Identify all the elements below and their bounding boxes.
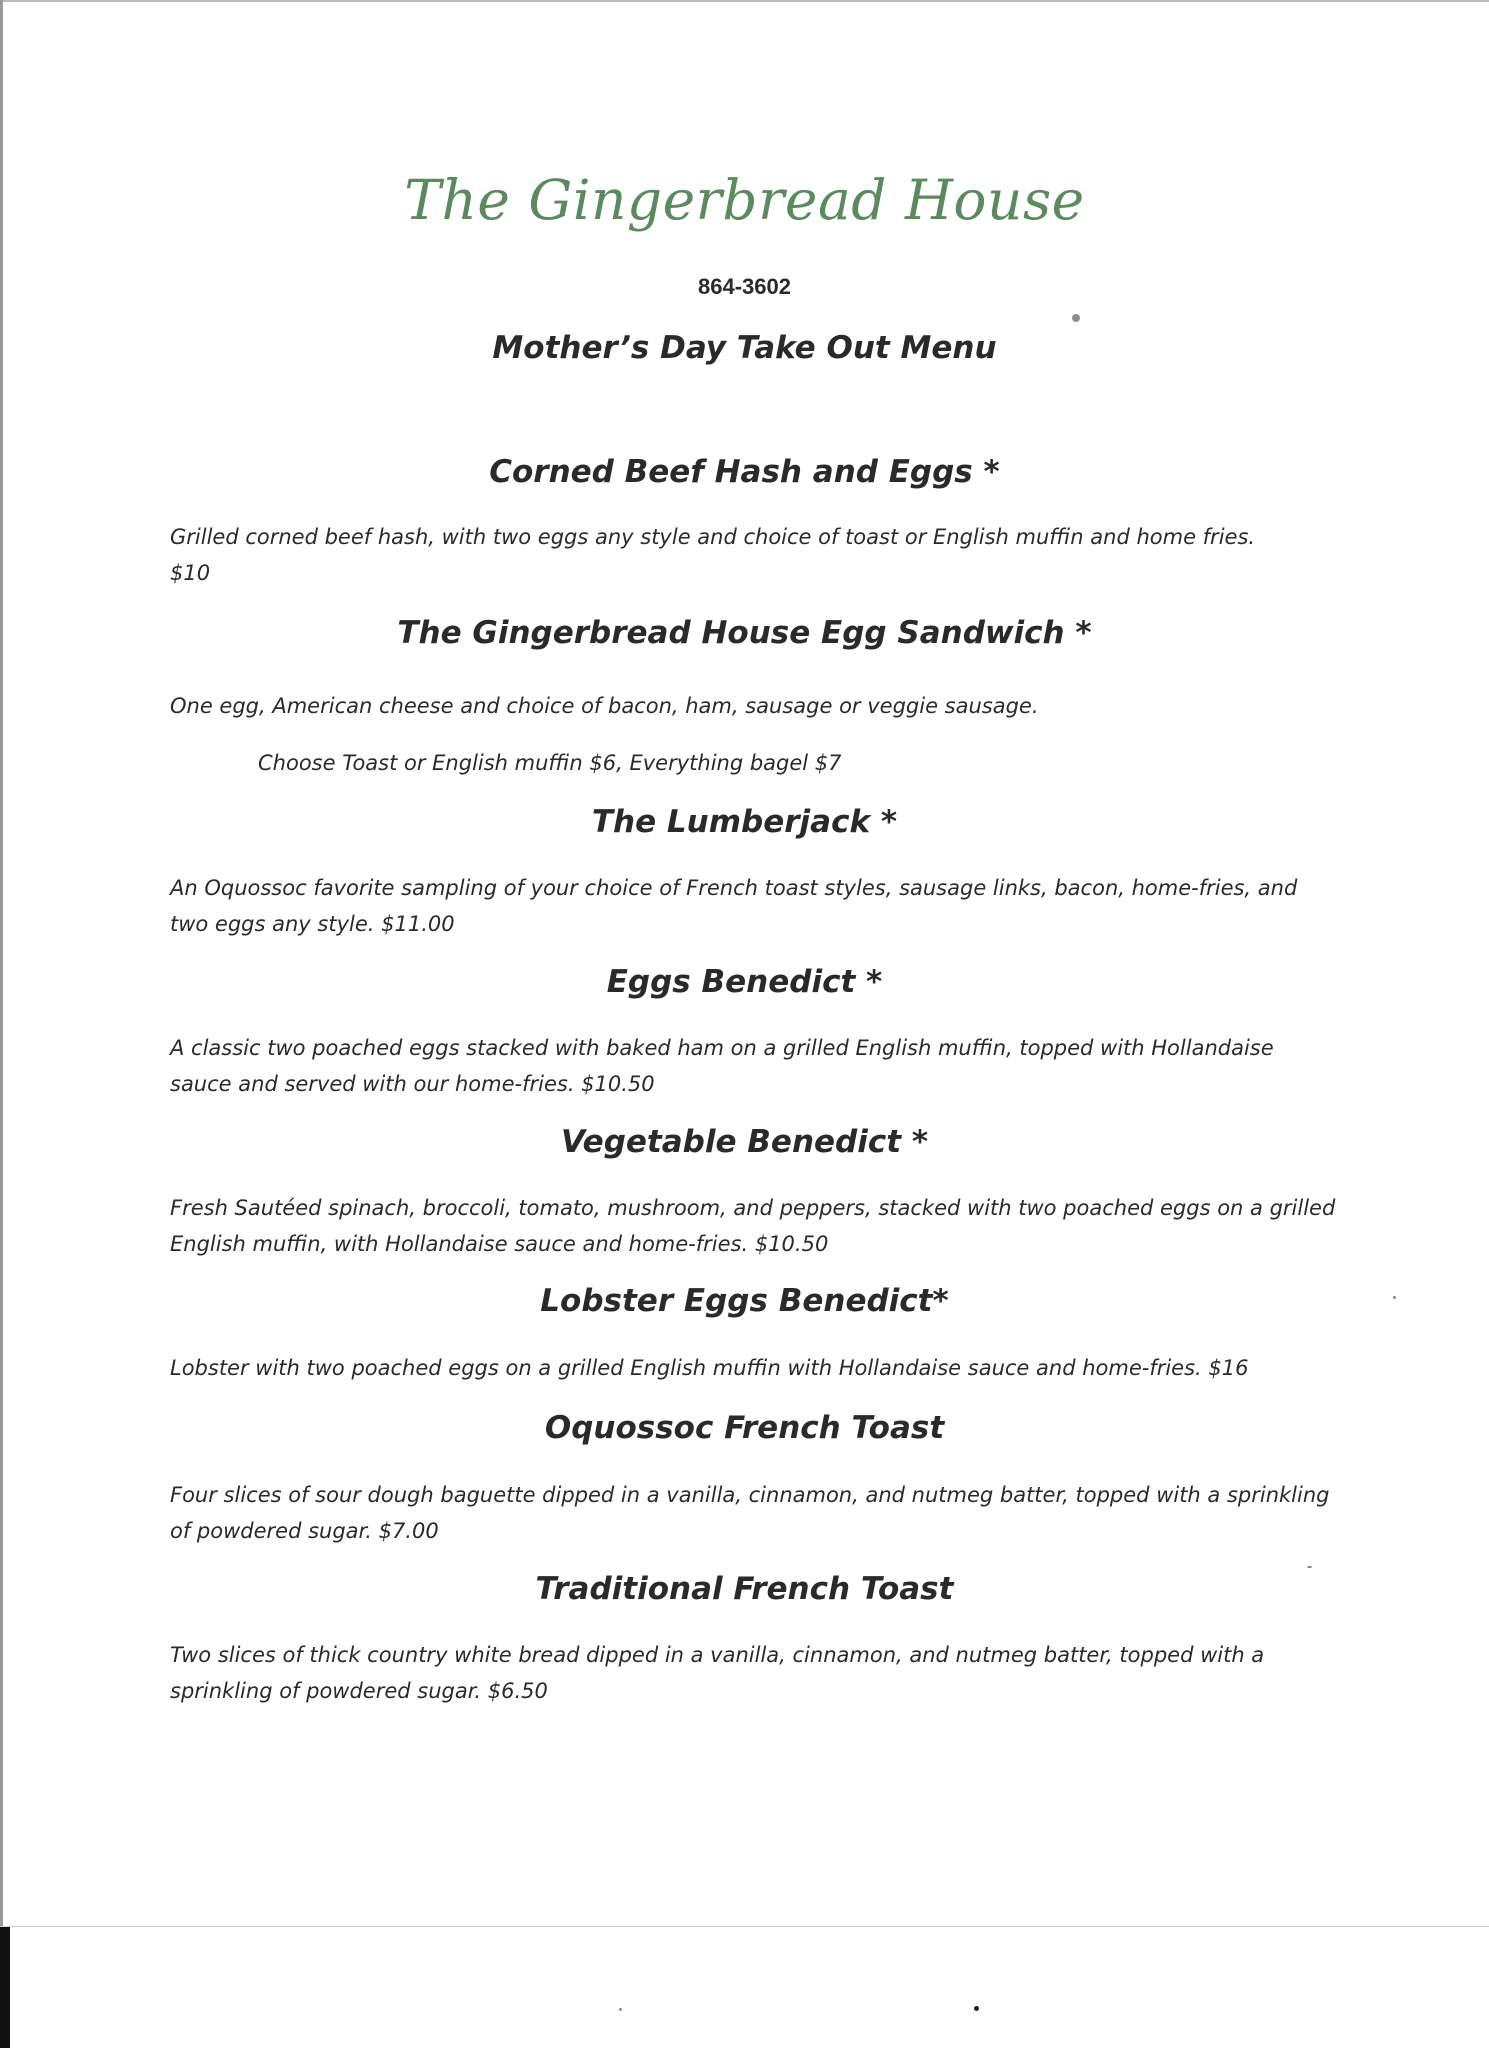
menu-item-description: One egg, American cheese and choice of bacon, ham, sausage or veggie sausage. <box>170 694 1039 718</box>
menu-item-name: Vegetable Benedict * <box>560 1124 929 1160</box>
scan-speck <box>1072 314 1080 322</box>
menu-item-description: A classic two poached eggs stacked with baked ham on a grilled English muffin, topped with Hollandaise sauce and served with our home-fries. $10.50 <box>170 1036 1274 1096</box>
page-top-edge <box>0 0 1489 2</box>
menu-item-description: Two slices of thick country white bread dipped in a vanilla, cinnamon, and nutmeg batter, topped with a sprinkling of powdered sugar. $6.50 <box>170 1643 1265 1703</box>
menu-item-name: Lobster Eggs Benedict* <box>540 1283 949 1319</box>
scan-speck <box>1393 1296 1396 1299</box>
menu-item-name: The Gingerbread House Egg Sandwich * <box>397 615 1092 651</box>
menu-item-name: The Lumberjack * <box>591 804 898 840</box>
menu-item-name: Corned Beef Hash and Eggs * <box>489 454 1000 490</box>
menu-item-description: Grilled corned beef hash, with two eggs any style and choice of toast or English muffin and home fries. <box>170 525 1256 549</box>
scan-speck <box>1307 1566 1312 1568</box>
phone-number: 864-3602 <box>698 274 791 299</box>
menu-item-options: Choose Toast or English muffin $6, Everything bagel $7 <box>258 751 842 775</box>
menu-item-description: Fresh Sautéed spinach, broccoli, tomato, mushroom, and peppers, stacked with two poached eggs on a grilled English muffin, with Hollandaise sauce and home-fries. $10.50 <box>170 1196 1336 1256</box>
scan-speck <box>619 2008 622 2011</box>
scan-shadow <box>0 1927 10 2048</box>
scan-boundary-line <box>0 1926 1489 1927</box>
menu-item-name: Traditional French Toast <box>535 1571 954 1607</box>
page-left-edge <box>0 0 3 2048</box>
menu-item-description: An Oquossoc favorite sampling of your choice of French toast styles, sausage links, bacon, home-fries, and two eggs any style. $11.00 <box>170 876 1298 936</box>
menu-item-description: Four slices of sour dough baguette dipped in a vanilla, cinnamon, and nutmeg batter, topped with a sprinkling of powdered sugar. $7.00 <box>170 1483 1330 1543</box>
menu-item-description: Lobster with two poached eggs on a grilled English muffin with Hollandaise sauce and home-fries. $16 <box>170 1356 1249 1380</box>
menu-subtitle: Mother’s Day Take Out Menu <box>492 330 997 366</box>
restaurant-title: The Gingerbread House <box>404 168 1085 232</box>
menu-item-name: Oquossoc French Toast <box>544 1410 945 1446</box>
menu-item-price: $10 <box>170 561 211 585</box>
scan-speck <box>974 2006 979 2011</box>
menu-item-name: Eggs Benedict * <box>606 964 883 1000</box>
